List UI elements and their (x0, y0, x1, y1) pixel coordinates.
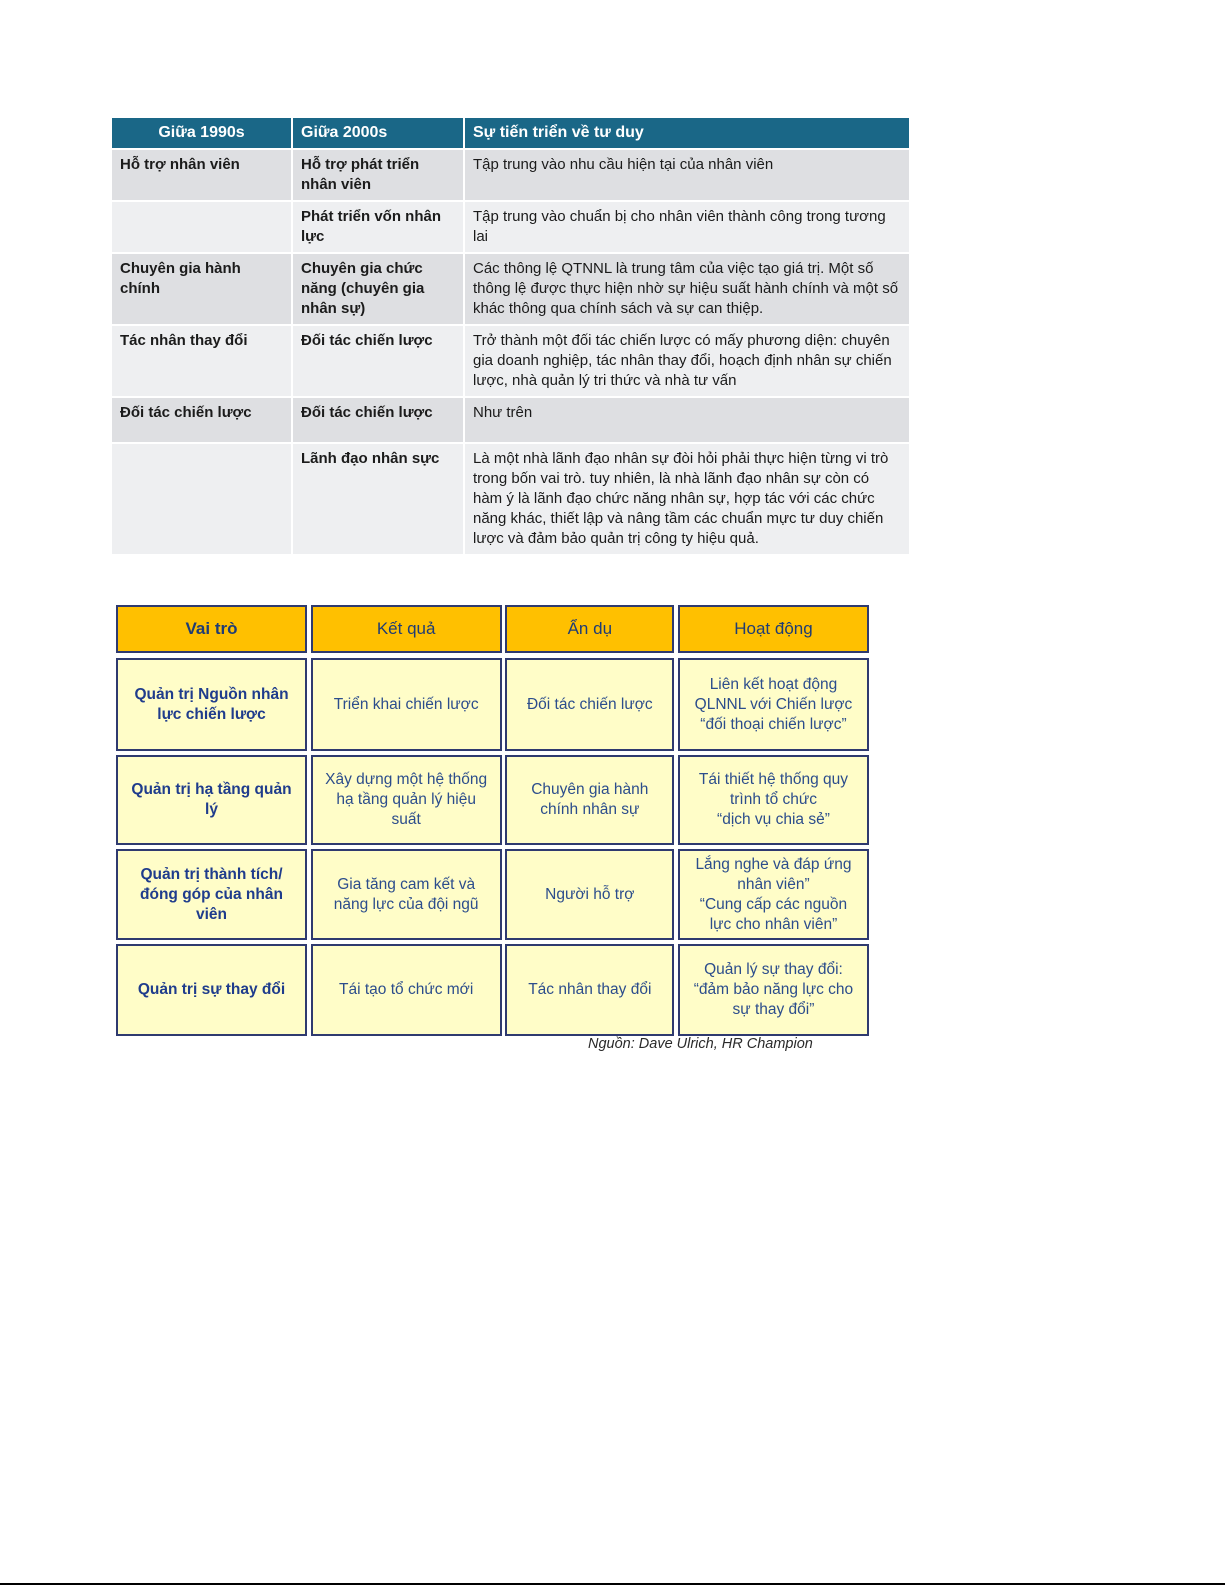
header-mid-2000s: Giữa 2000s (293, 118, 465, 148)
metaphor-cell: Đối tác chiến lược (505, 658, 674, 751)
table-row (112, 324, 909, 396)
activity-line: Lắng nghe và đáp ứng nhân viên” (695, 855, 852, 893)
cell-2000s: Đối tác chiến lược (293, 396, 465, 442)
table-header-row (112, 118, 909, 148)
result-cell: Xây dựng một hệ thống hạ tầng quản lý hiệu suất (311, 755, 502, 845)
cell-evolution: Trở thành một đối tác chiến lược có mấy phương diện: chuyên gia doanh nghiệp, tác nhân thay đổi, hoạch định nhân sự chiến lược, nhà quản lý tri thức và nhà tư vấn (465, 324, 909, 396)
activity-cell (678, 944, 869, 1036)
hr-evolution-table (112, 118, 909, 554)
cell-1990s (112, 200, 293, 252)
metaphor-cell: Tác nhân thay đổi (505, 944, 674, 1036)
cell-1990s (112, 442, 293, 554)
cell-2000s: Hỗ trợ phát triển nhân viên (293, 148, 465, 200)
ulrich-roles-grid (116, 605, 869, 1040)
grid-row (116, 944, 869, 1036)
grid-row (116, 658, 869, 751)
activity-line: “đảm bảo năng lực cho sự thay đổi” (693, 981, 854, 1018)
header-mindset-evolution: Sự tiến triển về tư duy (465, 118, 909, 148)
metaphor-cell: Chuyên gia hành chính nhân sự (505, 755, 674, 845)
activity-cell (678, 755, 869, 845)
header-metaphor: Ẩn dụ (505, 605, 674, 653)
cell-1990s: Chuyên gia hành chính (112, 252, 293, 324)
header-result: Kết quả (311, 605, 502, 653)
result-cell: Tái tạo tổ chức mới (311, 944, 502, 1036)
activity-line: “đối thoại chiến lược” (700, 715, 847, 733)
activity-cell (678, 658, 869, 751)
activity-line: “dịch vụ chia sẻ” (717, 811, 830, 828)
grid-row (116, 755, 869, 845)
role-cell: Quản trị Nguồn nhân lực chiến lược (116, 658, 307, 751)
cell-2000s: Đối tác chiến lược (293, 324, 465, 396)
activity-line: Quản lý sự thay đổi: (704, 961, 843, 978)
header-activity: Hoạt động (678, 605, 869, 653)
cell-evolution: Là một nhà lãnh đạo nhân sự đòi hỏi phải thực hiện từng vi trò trong bốn vai trò. tuy nhiên, là nhà lãnh đạo nhân sự còn có hàm ý là lãnh đạo chức năng nhân sự, hợp tác với các chức năng khác, thiết lập và nâng tầm các chuẩn mực tư duy chiến lược và đảm bảo quản trị công ty hiệu quả. (465, 442, 909, 554)
grid-row (116, 849, 869, 940)
role-cell: Quản trị thành tích/đóng góp của nhân viên (116, 849, 307, 940)
metaphor-cell: Người hỗ trợ (505, 849, 674, 940)
cell-1990s: Tác nhân thay đổi (112, 324, 293, 396)
activity-cell (678, 849, 869, 940)
cell-evolution: Các thông lệ QTNNL là trung tâm của việc tạo giá trị. Một số thông lệ được thực hiện nhờ sự hiệu suất hành chính và một số khác thông qua chính sách và sự can thiệp. (465, 252, 909, 324)
source-citation: Nguồn: Dave Ulrich, HR Champion (588, 1036, 813, 1052)
cell-evolution: Như trên (465, 396, 909, 442)
cell-evolution: Tập trung vào chuẩn bị cho nhân viên thành công trong tương lai (465, 200, 909, 252)
cell-1990s: Hỗ trợ nhân viên (112, 148, 293, 200)
cell-2000s: Chuyên gia chức năng (chuyên gia nhân sự) (293, 252, 465, 324)
activity-line: Tái thiết hệ thống quy trình tổ chức (698, 771, 848, 808)
header-mid-1990s: Giữa 1990s (112, 118, 293, 148)
activity-line: Liên kết hoạt động QLNNL với Chiến lược (694, 675, 853, 713)
result-cell: Gia tăng cam kết và năng lực của đội ngũ (311, 849, 502, 940)
grid-header-row (116, 605, 869, 653)
table-row (112, 252, 909, 324)
table-row (112, 200, 909, 252)
result-cell: Triển khai chiến lược (311, 658, 502, 751)
table-row (112, 148, 909, 200)
header-role: Vai trò (116, 605, 307, 653)
cell-2000s: Lãnh đạo nhân sực (293, 442, 465, 554)
cell-2000s: Phát triển vốn nhân lực (293, 200, 465, 252)
table-row (112, 442, 909, 554)
role-cell: Quản trị sự thay đổi (116, 944, 307, 1036)
table-row (112, 396, 909, 442)
role-cell: Quản trị hạ tầng quản lý (116, 755, 307, 845)
cell-1990s: Đối tác chiến lược (112, 396, 293, 442)
activity-line: “Cung cấp các nguồn lực cho nhân viên” (699, 895, 848, 933)
cell-evolution: Tập trung vào nhu cầu hiện tại của nhân viên (465, 148, 909, 200)
